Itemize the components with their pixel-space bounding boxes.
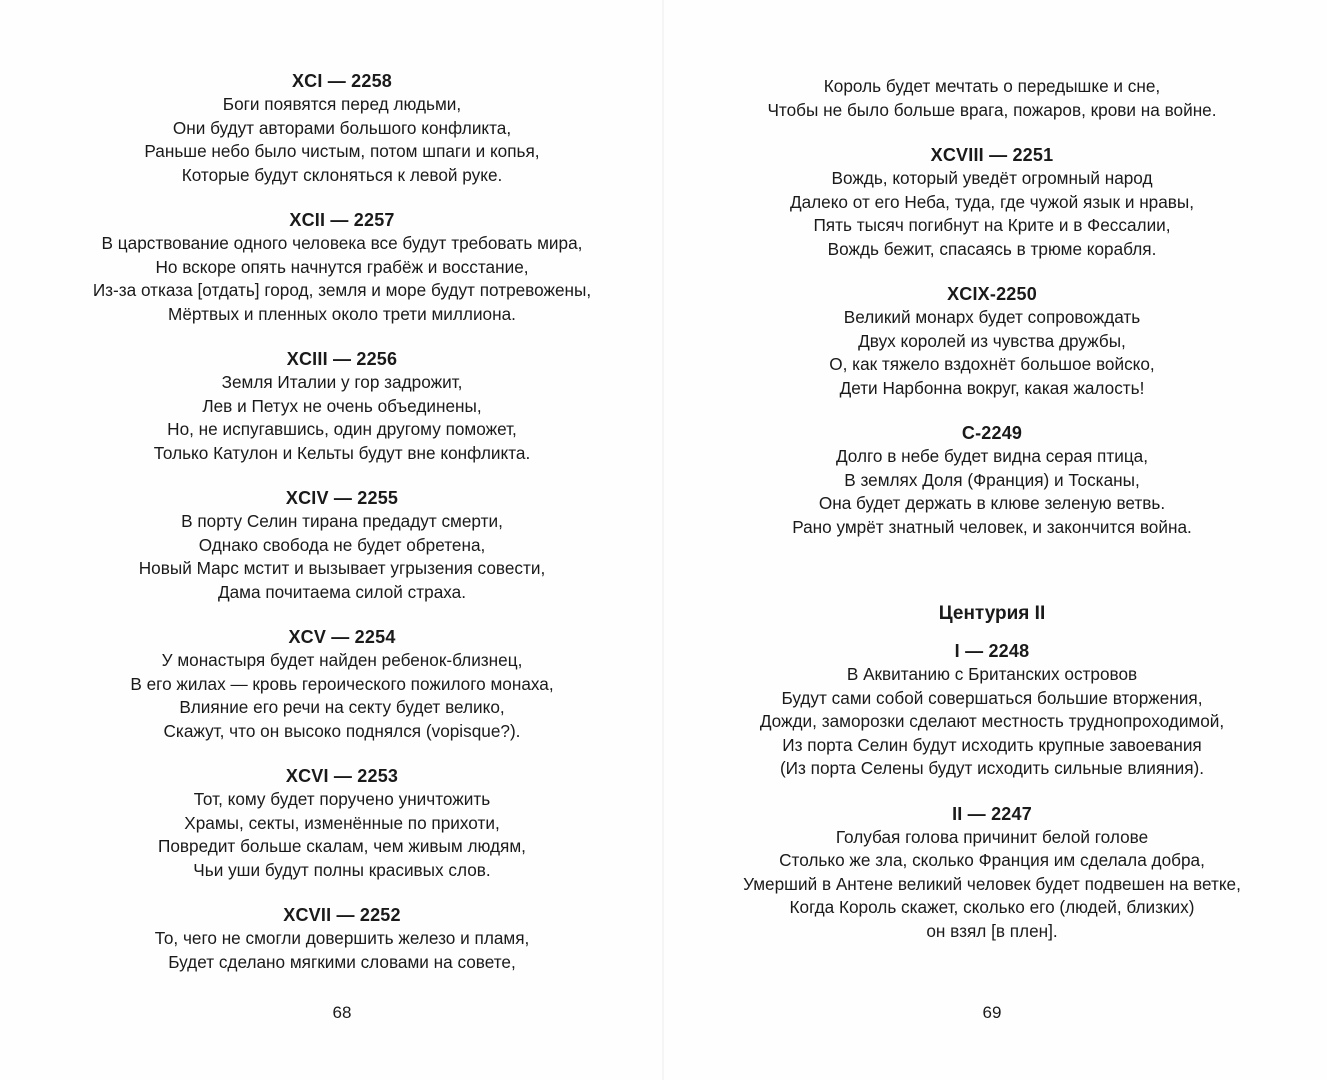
verse-line: Рано умрёт знатный человек, и закончится война. <box>792 516 1192 537</box>
section-title: Центурия II <box>938 603 1046 624</box>
verse-line: Скажут, что он высоко поднялся (vopisque?). <box>163 720 521 741</box>
verse-line: Когда Король скажет, сколько его (людей, близких) <box>789 897 1195 917</box>
verse-line: Пять тысяч погибнут на Крите и в Фессалии, <box>813 215 1171 235</box>
quatrain <box>692 422 1292 539</box>
verse-line: Из порта Селин будут исходить крупные завоевания <box>782 734 1202 755</box>
verse-line: Повредит больше скалам, чем живым людям, <box>158 836 526 856</box>
page-number-left: 68 <box>332 1003 352 1022</box>
verse-line: Вождь, который уведёт огромный народ <box>831 168 1153 188</box>
verse-line: Столько же зла, сколько Франция им сделала добра, <box>779 850 1205 870</box>
verse-line: Земля Италии у гор задрожит, <box>221 372 463 392</box>
verse-line: Но вскоре опять начнутся грабёж и восстание, <box>155 256 529 277</box>
verse-line: То, чего не смогли довершить железо и пламя, <box>154 928 530 948</box>
quatrain <box>42 487 642 604</box>
quatrain-heading: XCVIII — 2251 <box>930 145 1054 165</box>
quatrain-heading: XCVI — 2253 <box>285 766 399 786</box>
quatrain-heading: XCIV — 2255 <box>285 488 399 508</box>
spacer <box>42 743 642 765</box>
quatrain <box>42 348 642 465</box>
verse-line: Далеко от его Неба, туда, где чужой язык и нравы, <box>789 191 1195 212</box>
verse-line: В его жилах — кровь героического пожилого монаха, <box>130 673 554 694</box>
quatrain <box>42 904 642 974</box>
verse-line: Чьи уши будут полны красивых слов. <box>193 859 491 880</box>
quatrain-heading: XCV — 2254 <box>288 627 396 647</box>
quatrain-heading: XCI — 2258 <box>291 71 393 91</box>
verse-line: В землях Доля (Франция) и Тосканы, <box>844 469 1140 490</box>
quatrain <box>42 70 642 187</box>
quatrain-heading: C-2249 <box>961 423 1023 443</box>
verse-line: В царствование одного человека все будут требовать мира, <box>101 233 583 253</box>
quatrain-heading: II — 2247 <box>952 803 1032 824</box>
verse-line: Голубая голова причинит белой голове <box>835 826 1149 847</box>
quatrain-heading: XCII — 2257 <box>289 210 395 230</box>
quatrain-continuation <box>692 75 1292 122</box>
verse-line: Раньше небо было чистым, потом шпаги и копья, <box>144 141 540 161</box>
quatrain-heading: XCIII — 2256 <box>286 349 398 369</box>
quatrain <box>692 144 1292 261</box>
verse-line: Великий монарх будет сопровождать <box>843 307 1141 327</box>
spacer <box>692 781 1292 803</box>
quatrain-heading: I — 2248 <box>954 641 1030 661</box>
verse-line: Будет сделано мягкими словами на совете, <box>168 951 516 972</box>
right-page <box>692 0 1292 1080</box>
verse-line: Тот, кому будет поручено уничтожить <box>193 789 491 809</box>
verse-line: Умерший в Антене великий человек будет подвешен на ветке, <box>743 873 1241 894</box>
verse-line: Но, не испугавшись, один другому поможет, <box>167 419 517 439</box>
quatrain <box>692 640 1292 781</box>
verse-line: Дама почитаема силой страха. <box>217 581 466 602</box>
verse-line: Дети Нарбонна вокруг, какая жалость! <box>839 377 1145 398</box>
verse-line: У монастыря будет найден ребенок-близнец, <box>161 650 523 670</box>
verse-line: Она будет держать в клюве зеленую ветвь. <box>818 493 1166 513</box>
spacer <box>692 261 1292 283</box>
left-page <box>42 0 642 1080</box>
verse-line: Однако свобода не будет обретена, <box>198 534 486 555</box>
verse-line: Долго в небе будет видна серая птица, <box>835 446 1149 466</box>
spacer <box>42 187 642 209</box>
quatrain <box>692 803 1292 944</box>
verse-line: Двух королей из чувства дружбы, <box>858 330 1126 351</box>
right-page-content <box>692 75 1292 943</box>
spacer <box>692 626 1292 640</box>
spacer <box>692 122 1292 144</box>
verse-line: Из-за отказа [отдать] город, земля и море будут потревожены, <box>92 280 592 300</box>
quatrain <box>692 283 1292 400</box>
left-page-content <box>42 70 642 974</box>
verse-line: Храмы, секты, изменённые по прихоти, <box>184 812 500 833</box>
spacer <box>42 882 642 904</box>
quatrain <box>42 626 642 743</box>
verse-line: Они будут авторами большого конфликта, <box>172 117 512 138</box>
verse-line: Которые будут склоняться к левой руке. <box>181 164 503 185</box>
verse-line: В порту Селин тирана предадут смерти, <box>181 511 503 531</box>
verse-line: Мёртвых и пленных около трети миллиона. <box>168 303 516 324</box>
spacer <box>692 539 1292 602</box>
spacer <box>42 465 642 487</box>
verse-line: Король будет мечтать о передышке и сне, <box>823 76 1161 96</box>
verse-line: Новый Марс мстит и вызывает угрызения совести, <box>138 558 546 578</box>
verse-line: О, как тяжело вздохнёт большое войско, <box>829 354 1155 374</box>
quatrain-heading: XCIX-2250 <box>947 284 1037 304</box>
verse-line: Влияние его речи на секту будет велико, <box>179 697 505 717</box>
verse-line: Дожди, заморозки сделают местность труднопроходимой, <box>759 711 1225 731</box>
verse-line: (Из порта Селены будут исходить сильные влияния). <box>779 758 1205 778</box>
book-gutter <box>662 0 664 1080</box>
spacer <box>42 326 642 348</box>
verse-line: Только Катулон и Кельты будут вне конфликта. <box>153 442 531 463</box>
spacer <box>42 604 642 626</box>
verse-line: Будут сами собой совершаться большие вторжения, <box>781 687 1203 708</box>
verse-line: Вождь бежит, спасаясь в трюме корабля. <box>827 238 1157 259</box>
verse-line: Чтобы не было больше врага, пожаров, крови на войне. <box>767 99 1217 120</box>
verse-line: В Аквитанию с Британских островов <box>846 664 1138 684</box>
spacer <box>692 400 1292 422</box>
quatrain-heading: XCVII — 2252 <box>283 905 401 925</box>
verse-line: он взял [в плен]. <box>926 920 1058 941</box>
quatrain <box>42 765 642 882</box>
page-number-right: 69 <box>982 1003 1002 1022</box>
quatrain <box>42 209 642 326</box>
verse-line: Боги появятся перед людьми, <box>222 94 462 114</box>
verse-line: Лев и Петух не очень объединены, <box>202 395 482 416</box>
